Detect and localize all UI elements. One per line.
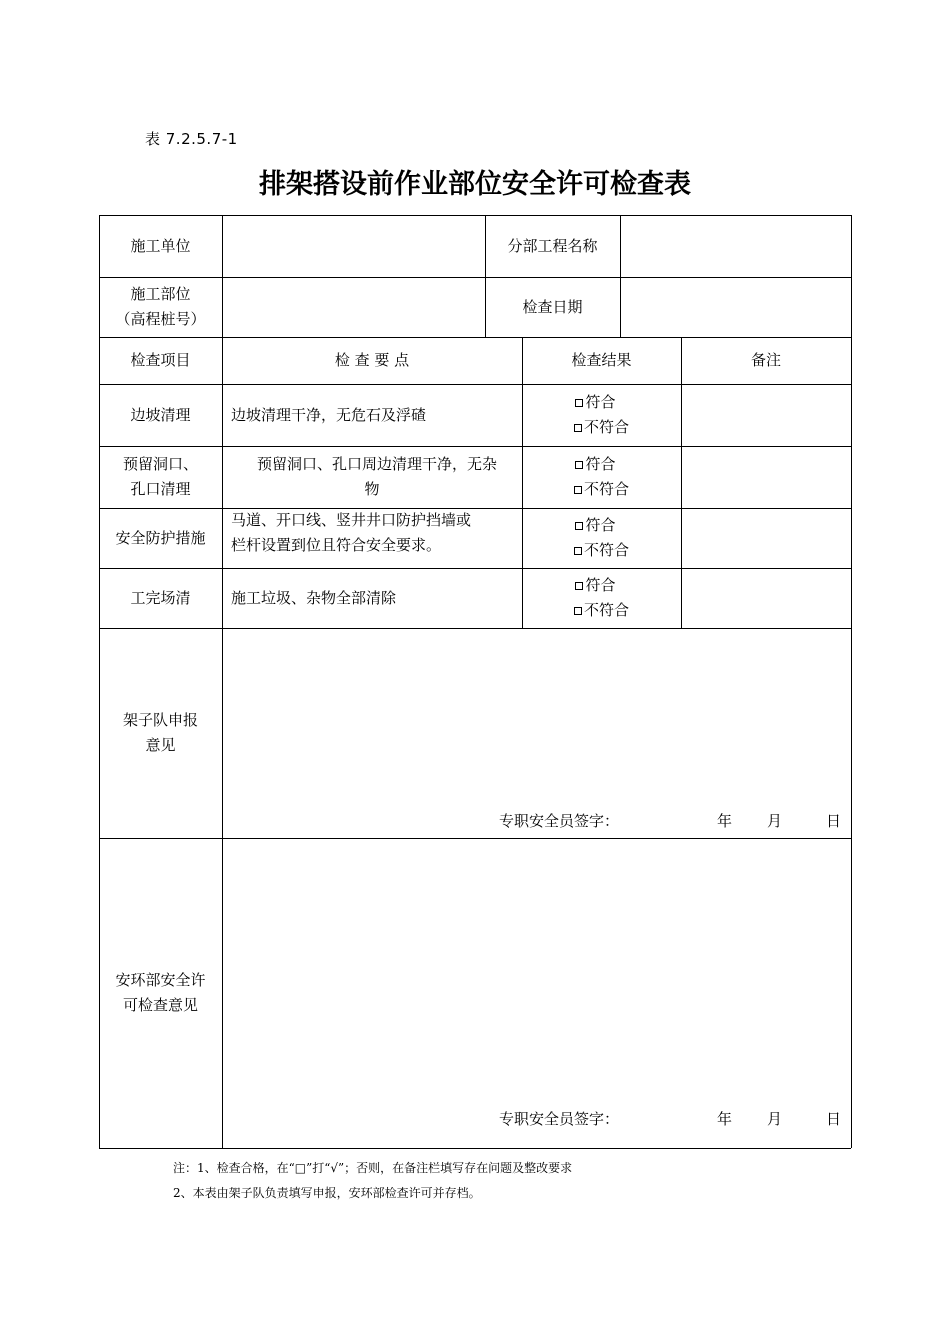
team-opinion-label-line1: 架子队申报 (122, 711, 198, 729)
signature-year: 年 (717, 1110, 733, 1128)
location-label-line2: （高程桩号） (115, 310, 206, 328)
subproject-label: 分部工程名称 (507, 236, 598, 255)
signature-day: 日 (826, 1110, 842, 1128)
result-options (522, 508, 681, 568)
team-opinion-label (99, 628, 222, 838)
unit-value-field[interactable] (222, 215, 485, 277)
remark-field[interactable] (681, 568, 851, 628)
table-row-item (99, 446, 222, 508)
team-opinion-field[interactable] (223, 629, 850, 809)
date-value-field[interactable] (620, 277, 851, 337)
table-row-point: 边坡清理干净，无危石及浮碴 (231, 405, 427, 424)
location-value-field[interactable] (222, 277, 485, 337)
safety-opinion-label-line2: 可检查意见 (122, 996, 198, 1014)
note-line2: 2、本表由架子队负责填写申报，安环部检查许可并存档。 (173, 1186, 481, 1200)
safety-opinion-field[interactable] (223, 839, 850, 1104)
table-row-point (222, 508, 522, 568)
location-label (99, 277, 222, 337)
signature-month: 月 (767, 1110, 783, 1128)
col-header-remark: 备注 (750, 351, 781, 369)
result-options (522, 384, 681, 446)
unit-label: 施工单位 (130, 236, 191, 255)
table-row-item: 边坡清理 (130, 405, 191, 424)
checkbox-icon (574, 547, 582, 555)
point-line2: 物 (364, 480, 380, 498)
col-header-item: 检查项目 (130, 351, 191, 369)
signature-day: 日 (826, 812, 842, 830)
col-header-result: 检查结果 (571, 351, 632, 369)
point-line1: 马道、开口线、竖井井口防护挡墙或 (231, 511, 472, 529)
item-line2: 孔口清理 (130, 480, 191, 498)
fail-checkbox[interactable]: 不符合 (574, 477, 629, 502)
result-options (522, 568, 681, 628)
date-label: 检查日期 (522, 297, 583, 316)
remark-field[interactable] (681, 446, 851, 508)
checkbox-icon (575, 399, 583, 407)
table-number: 表 7.2.5.7-1 (145, 130, 238, 148)
signature-label: 专职安全员签字： (499, 1110, 620, 1128)
checkbox-icon (574, 424, 582, 432)
table-row-item: 工完场清 (130, 588, 191, 607)
table-row-point (222, 446, 522, 508)
remark-field[interactable] (681, 384, 851, 446)
fail-checkbox[interactable]: 不符合 (574, 598, 629, 623)
signature-month: 月 (767, 812, 783, 830)
remark-field[interactable] (681, 508, 851, 568)
safety-opinion-label (99, 838, 222, 1148)
checkbox-icon (575, 522, 583, 530)
checkbox-icon (574, 486, 582, 494)
col-header-points: 检 查 要 点 (334, 351, 410, 369)
fail-checkbox[interactable]: 不符合 (574, 415, 629, 440)
checkbox-icon (574, 607, 582, 615)
signature-label: 专职安全员签字： (499, 812, 620, 830)
signature-year: 年 (717, 812, 733, 830)
table-row-point: 施工垃圾、杂物全部清除 (231, 588, 397, 607)
result-options (522, 446, 681, 508)
fail-checkbox[interactable]: 不符合 (574, 538, 629, 563)
location-label-line1: 施工部位 (130, 285, 191, 303)
checkbox-icon (575, 461, 583, 469)
safety-opinion-label-line1: 安环部安全许 (115, 971, 206, 989)
checkbox-icon (575, 582, 583, 590)
team-opinion-label-line2: 意见 (145, 736, 176, 754)
point-line2: 栏杆设置到位且符合安全要求。 (231, 536, 442, 554)
item-line1: 预留洞口、 (122, 455, 198, 473)
subproject-value-field[interactable] (620, 215, 851, 277)
point-line1: 预留洞口、孔口周边清理干净，无杂 (256, 455, 497, 473)
pass-checkbox[interactable]: 符合 (575, 513, 615, 538)
pass-checkbox[interactable]: 符合 (575, 390, 615, 415)
note-line1: 注：1、检查合格，在“□”打“√”；否则，在备注栏填写存在问题及整改要求 (173, 1161, 573, 1175)
table-row-item: 安全防护措施 (115, 528, 206, 547)
form-title: 排架搭设前作业部位安全许可检查表 (259, 169, 691, 200)
pass-checkbox[interactable]: 符合 (575, 452, 615, 477)
pass-checkbox[interactable]: 符合 (575, 573, 615, 598)
